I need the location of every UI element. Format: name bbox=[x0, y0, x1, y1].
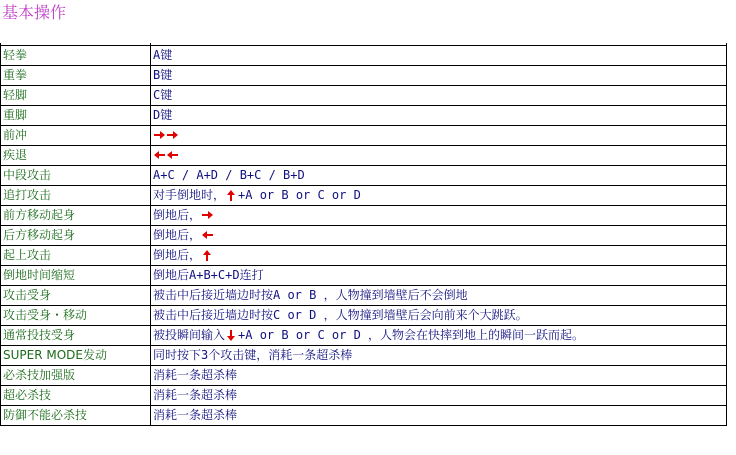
input-command-cell bbox=[151, 186, 727, 206]
action-name-cell: 中段攻击 bbox=[1, 166, 151, 186]
input-command-cell bbox=[151, 326, 727, 346]
command-text: 同时按下3个攻击键，消耗一条超杀棒 bbox=[153, 348, 353, 362]
action-name-cell: 追打攻击 bbox=[1, 186, 151, 206]
command-text: 被击中后接近墙边时按A or B ，人物撞到墙壁后不会倒地 bbox=[153, 288, 468, 302]
arrow-up-icon bbox=[225, 189, 238, 202]
action-name-cell: 超必杀技 bbox=[1, 386, 151, 406]
table-row bbox=[1, 186, 727, 206]
command-text: 倒地后， bbox=[153, 248, 202, 262]
controls-table bbox=[0, 43, 727, 426]
table-row bbox=[1, 146, 727, 166]
action-name-cell: 轻拳 bbox=[1, 46, 151, 66]
input-command-cell bbox=[151, 66, 727, 86]
action-name-cell: 起上攻击 bbox=[1, 246, 151, 266]
table-row bbox=[1, 306, 727, 326]
arrow-right-icon bbox=[166, 129, 179, 142]
action-name-cell: 后方移动起身 bbox=[1, 226, 151, 246]
input-command-cell bbox=[151, 386, 727, 406]
input-command-cell bbox=[151, 246, 727, 266]
action-name-cell: 重脚 bbox=[1, 106, 151, 126]
input-command-cell bbox=[151, 286, 727, 306]
table-row bbox=[1, 166, 727, 186]
table-row bbox=[1, 46, 727, 66]
input-command-cell bbox=[151, 86, 727, 106]
input-command-cell bbox=[151, 306, 727, 326]
command-text: +A or B or C or D bbox=[238, 188, 361, 202]
table-row bbox=[1, 86, 727, 106]
table-row bbox=[1, 346, 727, 366]
arrow-up-icon bbox=[201, 249, 214, 262]
input-command-cell bbox=[151, 206, 727, 226]
action-name-cell: 倒地时间缩短 bbox=[1, 266, 151, 286]
action-name-cell: 攻击受身・移动 bbox=[1, 306, 151, 326]
arrow-left-icon bbox=[201, 229, 214, 242]
command-text: 对手倒地时， bbox=[153, 188, 226, 202]
table-row bbox=[1, 286, 727, 306]
action-name-cell: SUPER MODE发动 bbox=[1, 346, 151, 366]
command-text: 被投瞬间输入 bbox=[153, 328, 226, 342]
command-text: B键 bbox=[153, 68, 173, 82]
input-command-cell bbox=[151, 406, 727, 426]
command-text: 消耗一条超杀棒 bbox=[153, 388, 238, 402]
arrow-left-icon bbox=[153, 149, 166, 162]
table-row bbox=[1, 266, 727, 286]
table-row bbox=[1, 66, 727, 86]
arrow-right-icon bbox=[153, 129, 166, 142]
action-name-cell: 必杀技加强版 bbox=[1, 366, 151, 386]
action-name-cell: 攻击受身 bbox=[1, 286, 151, 306]
table-row bbox=[1, 206, 727, 226]
table-row bbox=[1, 326, 727, 346]
page-title: 基本操作 bbox=[2, 3, 67, 22]
table-row bbox=[1, 246, 727, 266]
action-name-cell: 前冲 bbox=[1, 126, 151, 146]
input-command-cell bbox=[151, 366, 727, 386]
input-command-cell bbox=[151, 166, 727, 186]
table-row bbox=[1, 106, 727, 126]
input-command-cell bbox=[151, 46, 727, 66]
action-name-cell: 防御不能必杀技 bbox=[1, 406, 151, 426]
command-text: 倒地后， bbox=[153, 208, 202, 222]
input-command-cell bbox=[151, 346, 727, 366]
input-command-cell bbox=[151, 106, 727, 126]
action-name-cell: 前方移动起身 bbox=[1, 206, 151, 226]
arrow-left-icon bbox=[166, 149, 179, 162]
input-command-cell bbox=[151, 226, 727, 246]
arrow-down-icon bbox=[225, 329, 238, 342]
action-name-cell: 重拳 bbox=[1, 66, 151, 86]
command-text: C键 bbox=[153, 88, 173, 102]
command-text: +A or B or C or D ，人物会在快摔到地上的瞬间一跃而起。 bbox=[238, 328, 585, 342]
command-text: A键 bbox=[153, 48, 173, 62]
command-text: A+C / A+D / B+C / B+D bbox=[153, 168, 305, 182]
command-text: D键 bbox=[153, 108, 173, 122]
arrow-right-icon bbox=[201, 209, 214, 222]
command-text: 倒地后， bbox=[153, 228, 202, 242]
input-command-cell bbox=[151, 146, 727, 166]
table-row bbox=[1, 406, 727, 426]
table-row bbox=[1, 366, 727, 386]
command-text: 消耗一条超杀棒 bbox=[153, 368, 238, 382]
command-text: 消耗一条超杀棒 bbox=[153, 408, 238, 422]
input-command-cell bbox=[151, 266, 727, 286]
table-row bbox=[1, 386, 727, 406]
table-row bbox=[1, 126, 727, 146]
input-command-cell bbox=[151, 126, 727, 146]
table-row bbox=[1, 226, 727, 246]
command-text: 倒地后A+B+C+D连打 bbox=[153, 268, 264, 282]
command-text: 被击中后接近墙边时按C or D ，人物撞到墙壁后会向前来个大跳跃。 bbox=[153, 308, 528, 322]
action-name-cell: 轻脚 bbox=[1, 86, 151, 106]
action-name-cell: 通常投技受身 bbox=[1, 326, 151, 346]
action-name-cell: 疾退 bbox=[1, 146, 151, 166]
